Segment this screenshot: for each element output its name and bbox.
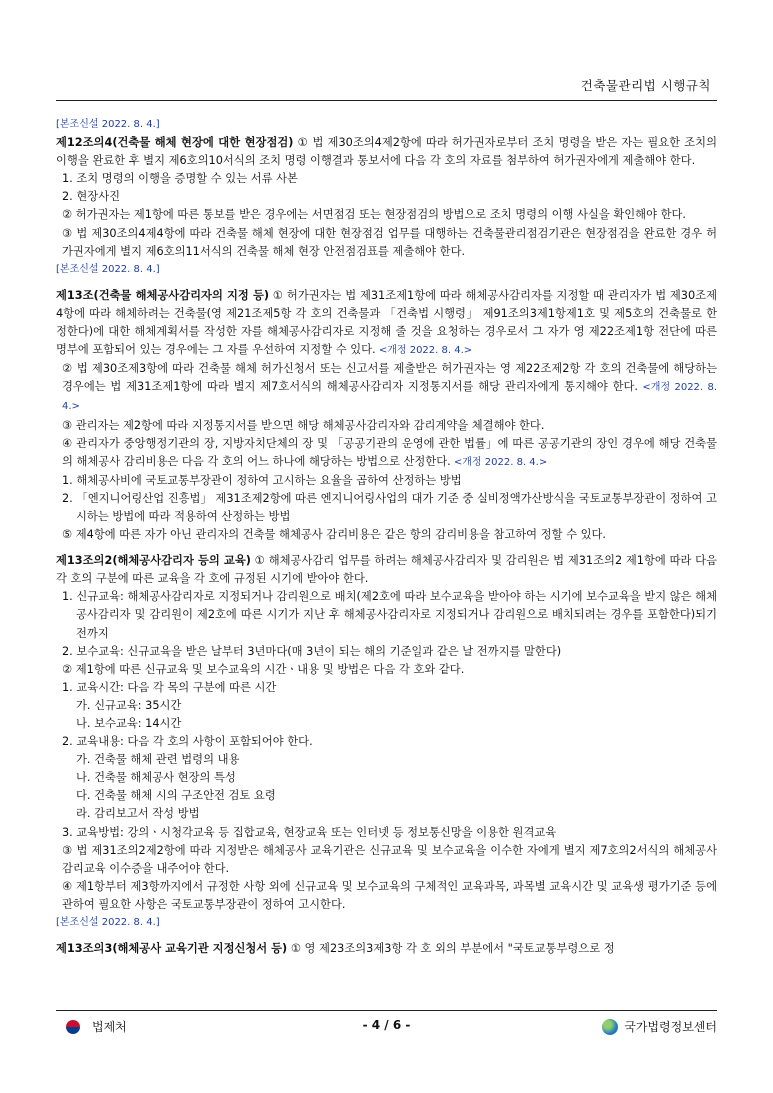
sub-list-item: 다. 건축물 해체 시의 구조안전 검토 요령 [76,789,276,803]
article-text: ① 법 제30조의4제2항에 따라 허가권자로부터 조치 명령을 받은 자는 필요한 조치의 이행을 완료한 후 별지 제6호의10서식의 조치 명령 이행결과 통보서에 다음 각 호의 자료를 첨부하여 허가권자에게 제출해야 한다. [56,136,717,168]
article-text: ① 허가권자는 법 제31조제1항에 따라 해체공사감리자를 지정할 때 관리자가 법 제30조제4항에 따라 해체하려는 건축물(영 제21조제5항 각 호의 건축물과 「건축법 시행령」 제91조의3제1항제1호 및 제5호의 건축물로 한정한다)에 대한 해체계획서를 작성한 자를 해체공사감리자로 지정해 줄 것을 요청하는 경우로서 그 자가 영 제22조제1항 전단에 따른 명부에 포함되어 있는 경우에는 그 자를 우선하여 지정할 수 있다. [56,288,717,357]
header-divider [56,100,717,101]
article-title: 제13조의3(해체공사 교육기관 지정신청서 등) [56,942,288,956]
amendment-note: <개정 2022. 8. 4.> [375,345,473,357]
article-title: 제12조의4(건축물 해체 현장에 대한 현장점검) [56,136,294,150]
footer-center-label: 국가법령정보센터 [624,1020,717,1034]
paragraph-text: ④ 관리자가 중앙행정기관의 장, 지방자치단체의 장 및 「공공기관의 운영에 관한 법률」에 따른 공공기관의 장인 경우에 해당 건축물의 해체공사 감리비용은 다음 각 호의 어느 하나에 해당하는 방법으로 산정한다. [62,436,717,468]
article-title: 제13조의2(해체공사감리자 등의 교육) [56,554,251,568]
sub-list-item: 가. 신규교육: 35시간 [76,698,182,712]
amendment-note: <개정 2022. 8. 4.> [62,382,718,413]
paragraph: ③ 법 제30조의4제4항에 따라 건축물 해체 현장에 대한 현장점검 업무를 대행하는 건축물관리점검기관은 현장점검을 완료한 경우 허가권자에게 별지 제6호의11서식의 건축물 해체 현장 안전점검표를 제출해야 한다. [62,226,717,258]
amendment-note: [본조신설 2022. 8. 4.] [56,119,160,130]
sub-list-item: 나. 건축물 해체공사 현장의 특성 [76,771,236,785]
amendment-note: [본조신설 2022. 8. 4.] [56,263,160,275]
article-text: ① 영 제23조의3제3항 각 호 외의 부분에서 "국토교통부령으로 정 [287,942,615,956]
globe-logo-icon [602,1019,618,1035]
footer-source-label: 법제처 [92,1020,127,1034]
amendment-note: <개정 2022. 8. 4.> [450,456,548,468]
article-title: 제13조(건축물 해체공사감리자의 지정 등) [56,288,270,302]
document-header-title: 건축물관리법 시행규칙 [580,78,711,93]
paragraph: ③ 관리자는 제2항에 따라 지정통지서를 받으면 해당 해체공사감리자와 감리계약을 체결해야 한다. [62,418,545,432]
paragraph-text: ② 법 제30조제3항에 따라 건축물 해체 허가신청서 또는 신고서를 제출받은 허가권자는 영 제22조제2항 각 호의 건축물에 해당하는 경우에는 법 제31조제1항에 따라 별지 제7호서식의 해체공사감리자 지정통지서를 해당 관리자에게 통지해야 한다. [62,362,717,394]
list-item: 1. 교육시간: 다음 각 목의 구분에 따른 시간 [62,680,277,694]
paragraph [62,435,717,472]
list-item: 1. 신규교육: 해체공사감리자로 지정되거나 감리원으로 배치(제2호에 따라 보수교육을 받아야 하는 시기에 보수교육을 받지 않은 해체공사감리자 및 감리원이 제2호에 따른 시기가 지난 후 해체공사감리자로 지정되거나 감리원으로 배치되려는 경우를 포함한다)되기 전까지 [62,590,717,640]
list-item: 2. 현장사진 [62,190,121,204]
amendment-note: [본조신설 2022. 8. 4.] [56,917,160,929]
article-13-2 [56,552,717,588]
sub-list-item: 가. 건축물 해체 관련 법령의 내용 [76,753,240,767]
page-number: - 4 / 6 - [362,1018,411,1032]
sub-list-item: 라. 감리보고서 작성 방법 [76,807,200,821]
paragraph: ② 허가권자는 제1항에 따른 통보를 받은 경우에는 서면점검 또는 현장점검의 방법으로 조치 명령의 이행 사실을 확인해야 한다. [62,208,687,222]
paragraph [62,360,717,416]
list-item: 2. 보수교육: 신규교육을 받은 날부터 3년마다(매 3년이 되는 해의 기준일과 같은 날 전까지를 말한다) [62,644,562,658]
list-item: 1. 조치 명령의 이행을 증명할 수 있는 서류 사본 [62,172,298,186]
article-12-4 [56,134,717,170]
list-item: 2. 「엔지니어링산업 진흥법」 제31조제2항에 따른 엔지니어링사업의 대가 기준 중 실비정액가산방식을 국토교통부장관이 정하여 고시하는 방법에 따라 적용하여 산정하는 방법 [62,491,717,523]
paragraph: ② 제1항에 따른 신규교육 및 보수교육의 시간ㆍ내용 및 방법은 다음 각 호와 같다. [62,662,465,676]
sub-list-item: 나. 보수교육: 14시간 [76,717,182,730]
footer-right [602,1018,717,1035]
list-item: 2. 교육내용: 다음 각 호의 사항이 포함되어야 한다. [62,735,313,749]
paragraph: ④ 제1항부터 제3항까지에서 규정한 사항 외에 신규교육 및 보수교육의 구체적인 교육과목, 과목별 교육시간 및 교육생 평가기준 등에 관하여 필요한 사항은 국토교통부장관이 정하여 고시한다. [62,879,717,911]
article-text: ① 해체공사감리 업무를 하려는 해체공사감리자 및 감리원은 법 제31조의2 제1항에 따라 다음 각 호의 구분에 따른 교육을 각 호에 규정된 시기에 받아야 한다. [56,554,717,586]
document-body [56,116,717,958]
paragraph: ⑤ 제4항에 따른 자가 아닌 관리자의 건축물 해체공사 감리비용은 같은 항의 감리비용을 참고하여 정할 수 있다. [62,528,607,542]
article-13 [56,287,717,360]
article-13-3 [56,940,717,958]
page-footer [56,1018,717,1038]
paragraph: ③ 법 제31조의2제2항에 따라 지정받은 해체공사 교육기관은 신규교육 및 보수교육을 이수한 자에게 별지 제7호의2서식의 해체공사 감리교육 이수증을 내주어야 한다. [62,843,717,875]
list-item: 1. 해체공사비에 국토교통부장관이 정하여 고시하는 요율을 곱하여 산정하는 방법 [62,473,462,487]
list-item: 3. 교육방법: 강의ㆍ시청각교육 등 집합교육, 현장교육 또는 인터넷 등 정보통신망을 이용한 원격교육 [62,825,557,839]
footer-divider [56,1010,717,1011]
